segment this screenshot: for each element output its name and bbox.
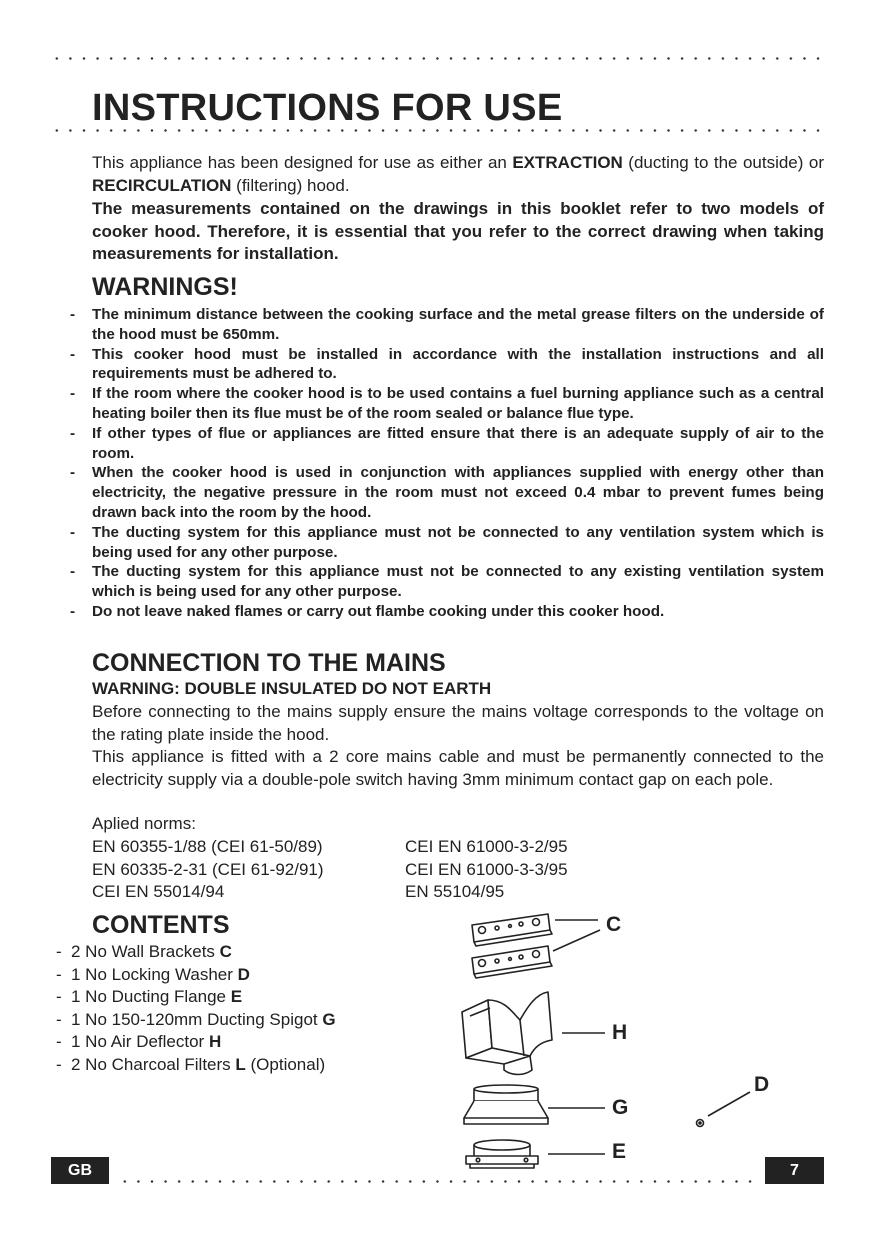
contents-item: - 1 No Ducting Flange E — [56, 987, 243, 1007]
warning-item: - If other types of flue or appliances are fitted ensure that there is an adequate supply of air to the room. — [70, 424, 824, 462]
warning-item: - The ducting system for this appliance must not be connected to any ventilation system which is being used for any other purpose. — [70, 523, 824, 561]
mains-heading: CONNECTION TO THE MAINS — [92, 649, 446, 677]
page-title: INSTRUCTIONS FOR USE — [92, 87, 563, 129]
norm-item: EN 60355-1/88 (CEI 61-50/89) — [92, 837, 323, 856]
recirculation-term: RECIRCULATION — [92, 175, 232, 195]
warning-item: - If the room where the cooker hood is to be used contains a fuel burning appliance such as a central heating boiler then its flue must be of the room sealed or balance flue type. — [70, 385, 824, 422]
part-label-e: E — [612, 1140, 627, 1163]
warning-item: - This cooker hood must be installed in accordance with the installation instructions and all requirements must be adhered to. — [70, 345, 824, 383]
warning-item: - The minimum distance between the cooking surface and the metal grease filters on the underside of the hood must be 650mm. — [70, 306, 824, 343]
ducting-flange-drawing — [466, 1140, 538, 1168]
contents-item: - 1 No 150-120mm Ducting Spigot G — [56, 1009, 336, 1029]
wall-bracket-drawing — [472, 914, 552, 946]
norms-label: Aplied norms: — [92, 814, 196, 833]
mains-warning: WARNING: DOUBLE INSULATED DO NOT EARTH — [92, 679, 492, 698]
mains-paragraph-2: This appliance is fitted with a 2 core mains cable and must be permanently connected to the electricity supply via a double-pole switch having 3mm minimum contact gap on each pole. — [92, 747, 824, 789]
norm-item: CEI EN 61000-3-3/95 — [405, 859, 568, 879]
norm-item: CEI EN 61000-3-2/95 — [405, 837, 568, 856]
contents-item: - 2 No Wall Brackets C — [56, 942, 232, 961]
warnings-heading: WARNINGS! — [92, 273, 238, 301]
wall-bracket-drawing — [472, 946, 552, 978]
contents-item: - 1 No Locking Washer D — [56, 964, 250, 984]
mains-paragraph-1: Before connecting to the mains supply ensure the mains voltage corresponds to the voltage on the rating plate inside the hood. — [92, 702, 824, 744]
page-number: 7 — [765, 1157, 824, 1184]
part-label-c: C — [606, 913, 622, 936]
ducting-spigot-drawing — [464, 1085, 548, 1124]
locking-washer-drawing — [697, 1120, 704, 1127]
contents-item: - 2 No Charcoal Filters L (Optional) — [56, 1054, 326, 1074]
measurements-note: The measurements contained on the drawings in this booklet refer to two models of cooker hood. Therefore, it is essential that you refer to the correct drawing when taking measurements for installation. — [92, 199, 824, 263]
contents-heading: CONTENTS — [92, 911, 230, 939]
warning-item: - The ducting system for this appliance must not be connected to any existing ventilation system which is being used for any other purpose. — [70, 563, 824, 601]
extraction-term: EXTRACTION — [512, 153, 623, 172]
norm-item: EN 55104/95 — [405, 882, 505, 901]
part-label-g: G — [612, 1096, 629, 1119]
air-deflector-drawing — [462, 992, 552, 1075]
norm-item: CEI EN 55014/94 — [92, 882, 225, 901]
part-label-h: H — [612, 1021, 628, 1044]
footer-dotted-rule — [118, 1180, 758, 1183]
language-tag: GB — [51, 1157, 109, 1184]
part-label-d: D — [754, 1073, 770, 1096]
warning-item: - Do not leave naked flames or carry out flambe cooking under this cooker hood. — [70, 602, 665, 620]
warning-item: - When the cooker hood is used in conjunction with appliances supplied with energy other than electricity, the negative pressure in the room must not exceed 0.4 mbar to prevent fumes being drawn back into the room by the hood. — [70, 464, 824, 521]
norm-item: EN 60335-2-31 (CEI 61-92/91) — [92, 859, 324, 879]
contents-item: - 1 No Air Deflector H — [56, 1032, 222, 1052]
intro-paragraph: This appliance has been designed for use as either an EXTRACTION (ducting to the outside) or RECIRCULATION (filtering) hood. — [92, 153, 824, 195]
